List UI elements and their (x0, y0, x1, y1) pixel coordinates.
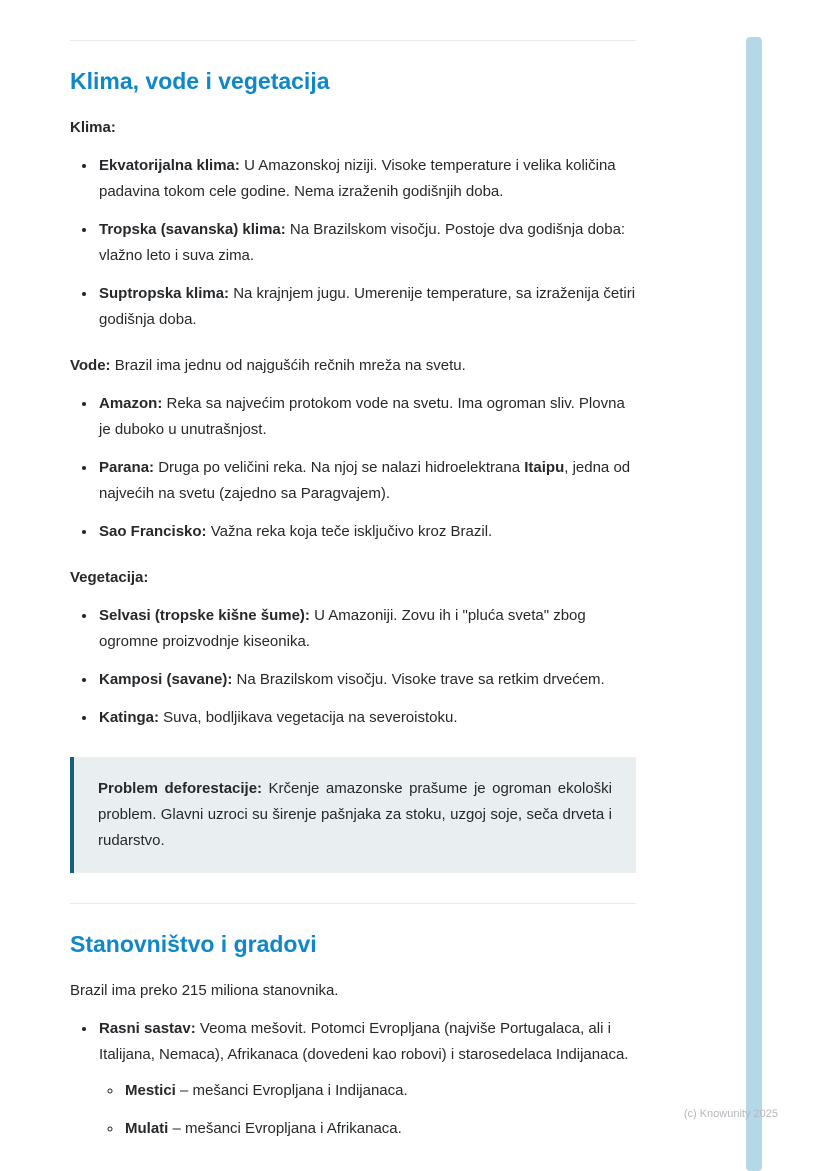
description: Na krajnjem jugu. Umerenije temperature, sa izraženija četiri godišnja doba. (99, 285, 636, 328)
description: Na Brazilskom visočju. Postoje dva godišnja doba: vlažno leto i suva zima. (99, 221, 626, 264)
section-title-population: Stanovništvo i gradovi (70, 931, 317, 957)
term: Sao Francisko: (99, 523, 207, 540)
term: Amazon: (99, 395, 163, 412)
term: Suptropska klima: (99, 285, 230, 302)
population-intro: Brazil ima preko 215 miliona stanovnika. (70, 982, 339, 999)
term: Katinga: (99, 709, 159, 726)
list-item-selvasi (97, 603, 636, 655)
scrollbar-thumb[interactable] (746, 37, 762, 1171)
list-item-katinga (97, 705, 636, 731)
term: Mestici (125, 1082, 176, 1099)
term: Mulati (125, 1120, 169, 1137)
term-inline: Itaipu (524, 459, 565, 476)
deforestation-callout (70, 757, 636, 873)
section-divider (70, 903, 636, 904)
description-cont: , jedna od najvećih na svetu (zajedno sa Paragvajem). (99, 459, 631, 502)
callout-text: Krčenje amazonske prašume je ogroman ekološki problem. Glavni uzroci su širenje pašnjaka za stoku, uzgoj soje, seča drveta i rudarstvo. (98, 780, 613, 849)
vode-list (70, 391, 636, 545)
top-divider (70, 40, 636, 41)
list-item-kamposi (97, 667, 636, 693)
list-item-suptropska (97, 281, 636, 333)
description: Važna reka koja teče isključivo kroz Brazil. (206, 523, 493, 540)
term: Rasni sastav: (99, 1020, 196, 1037)
term: Kamposi (savane): (99, 671, 233, 688)
rasni-sastav-sublist (99, 1078, 636, 1142)
list-item-rasni-sastav (97, 1016, 636, 1142)
term: Tropska (savanska) klima: (99, 221, 286, 238)
vode-intro (70, 353, 636, 379)
description: Druga po veličini reka. Na njoj se nalazi hidroelektrana (154, 459, 525, 476)
vode-intro-text: Brazil ima jednu od najgušćih rečnih mreža na svetu. (110, 357, 466, 374)
description: – mešanci Evropljana i Indijanaca. (175, 1082, 408, 1099)
sublist-item-mestici (123, 1078, 636, 1104)
description: Veoma mešovit. Potomci Evropljana (najviše Portugalaca, ali i Italijana, Nemaca), Afrikanaca (dovedeni kao robovi) i starosedelaca Indijanaca. (99, 1020, 629, 1063)
section-title-climate: Klima, vode i vegetacija (70, 68, 330, 94)
description: U Amazoniji. Zovu ih i "pluća sveta" zbog ogromne proizvodnje kiseonika. (99, 607, 586, 650)
term: Ekvatorijalna klima: (99, 157, 240, 174)
list-item-parana (97, 455, 636, 507)
klima-label: Klima: (70, 119, 116, 136)
list-item-sao-francisko (97, 519, 636, 545)
description: Suva, bodljikava vegetacija na severoistoku. (159, 709, 458, 726)
description: Na Brazilskom visočju. Visoke trave sa retkim drvećem. (232, 671, 605, 688)
klima-list (70, 153, 636, 333)
copyright-notice: (c) Knowunity 2025 (683, 1108, 778, 1120)
term: Selvasi (tropske kišne šume): (99, 607, 310, 624)
list-item-amazon (97, 391, 636, 443)
term: Parana: (99, 459, 155, 476)
description: Reka sa najvećim protokom vode na svetu. Ima ogroman sliv. Plovna je duboko u unutrašnjost. (99, 395, 625, 438)
population-list (70, 1016, 636, 1142)
list-item-tropska (97, 217, 636, 269)
vegetacija-label: Vegetacija: (70, 569, 149, 586)
callout-term: Problem deforestacije: (98, 780, 263, 797)
vode-label: Vode: (70, 357, 111, 374)
list-item-ekvatorijalna (97, 153, 636, 205)
document-content (70, 40, 636, 1162)
vegetacija-list (70, 603, 636, 731)
description: U Amazonskoj niziji. Visoke temperature i velika količina padavina tokom cele godine. Nema izraženih godišnjih doba. (99, 157, 616, 200)
sublist-item-mulati (123, 1116, 636, 1142)
description: – mešanci Evropljana i Afrikanaca. (168, 1120, 402, 1137)
